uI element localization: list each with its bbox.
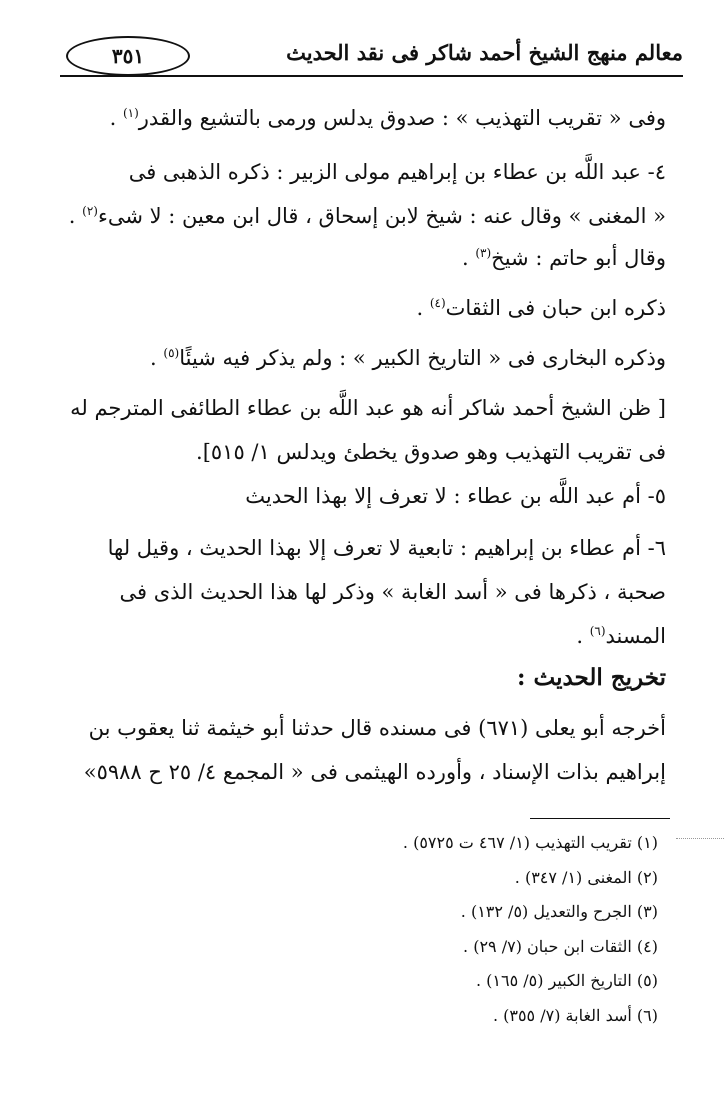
paragraph-line: ٥- أم عبد اللَّه بن عطاء : لا تعرف إلا بهذا الحديث — [245, 484, 666, 508]
paragraph-1 — [62, 96, 666, 140]
paragraph-tail: . — [461, 246, 476, 270]
paragraph-tail: . — [576, 624, 590, 648]
section-heading — [62, 656, 666, 700]
paragraph-text: وذكره البخارى فى « التاريخ الكبير » : ولم يذكر فيه شيئًا — [179, 346, 666, 370]
paragraph-3 — [62, 236, 666, 280]
footnote-item: (١) تقريب التهذيب (١/ ٤٦٧ ت ٥٧٢٥) . — [402, 833, 658, 852]
paragraph-text: ذكره ابن حبان فى الثقات — [445, 296, 666, 320]
footnote-item: (٥) التاريخ الكبير (٥/ ١٦٥) . — [475, 971, 658, 990]
paragraph-6 — [62, 386, 666, 474]
footnote-ref: (٣) — [475, 246, 492, 260]
paragraph-line: ٤- عبد اللَّه بن عطاء بن إبراهيم مولى الزبير : ذكره الذهبى فى — [128, 160, 666, 184]
paragraph-4 — [62, 286, 666, 330]
page-header — [58, 30, 683, 82]
paragraph-line: أخرجه أبو يعلى (٦٧١) فى مسنده قال حدثنا أبو خيثمة ثنا يعقوب بن — [88, 716, 666, 740]
footnote-dotted-mark — [676, 838, 724, 839]
paragraph-tail: . — [68, 204, 83, 228]
paragraph-7 — [62, 474, 666, 518]
footnote-item: (٦) أسد الغابة (٧/ ٣٥٥) . — [492, 1005, 658, 1025]
paragraph-8 — [62, 526, 666, 658]
footnote-ref: (٥) — [163, 346, 180, 360]
footnote-item: (٢) المغنى (١/ ٣٤٧) . — [514, 867, 658, 887]
footnote-ref: (٢) — [82, 204, 98, 218]
paragraph-text: وفى « تقريب التهذيب » : صدوق يدلس ورمى بالتشيع والقدر — [138, 106, 666, 130]
paragraph-line: المسند — [605, 624, 666, 648]
paragraph-tail: . — [109, 106, 123, 130]
footnote-item: (٣) الجرح والتعديل (٥/ ١٣٢) . — [460, 902, 658, 921]
paragraph-line: إبراهيم بذات الإسناد ، وأورده الهيثمى فى « المجمع ٤/ ٢٥ ح ٥٩٨٨» — [83, 760, 666, 784]
paragraph-text: وقال أبو حاتم : شيخ — [491, 246, 666, 270]
footnote-ref: (٤) — [429, 296, 446, 310]
paragraph-line: صحبة ، ذكرها فى « أسد الغابة » وذكر لها هذا الحديث الذى فى — [119, 580, 666, 604]
paragraph-line: « المغنى » وقال عنه : شيخ لابن إسحاق ، قال ابن معين : لا شىء — [97, 204, 666, 228]
footnote-ref: (١) — [122, 106, 139, 120]
footnote-item: (٤) الثقات ابن حبان (٧/ ٢٩) . — [463, 936, 658, 956]
paragraph-tail: . — [150, 346, 164, 370]
running-title: معالم منهج الشيخ أحمد شاكر فى نقد الحديث — [286, 40, 683, 65]
paragraph-line: فى تقريب التهذيب وهو صدوق يخطئ ويدلس ١/ ٥١٥]. — [196, 440, 666, 464]
header-rule — [60, 75, 683, 77]
page-number: ٣٥١ — [66, 36, 190, 76]
paragraph-9 — [62, 706, 666, 794]
paragraph-tail: . — [416, 296, 430, 320]
footnote-separator — [530, 818, 670, 819]
section-heading-text: تخريج الحديث : — [517, 664, 666, 691]
paragraph-line: ٦- أم عطاء بن إبراهيم : تابعية لا تعرف إلا بهذا الحديث ، وقيل لها — [107, 536, 666, 560]
footnote-ref: (٦) — [589, 624, 606, 638]
paragraph-line: [ ظن الشيخ أحمد شاكر أنه هو عبد اللَّه بن عطاء الطائفى المترجم له — [70, 396, 666, 420]
paragraph-2 — [62, 150, 666, 238]
paragraph-5 — [62, 336, 666, 380]
footnotes — [98, 826, 658, 1033]
